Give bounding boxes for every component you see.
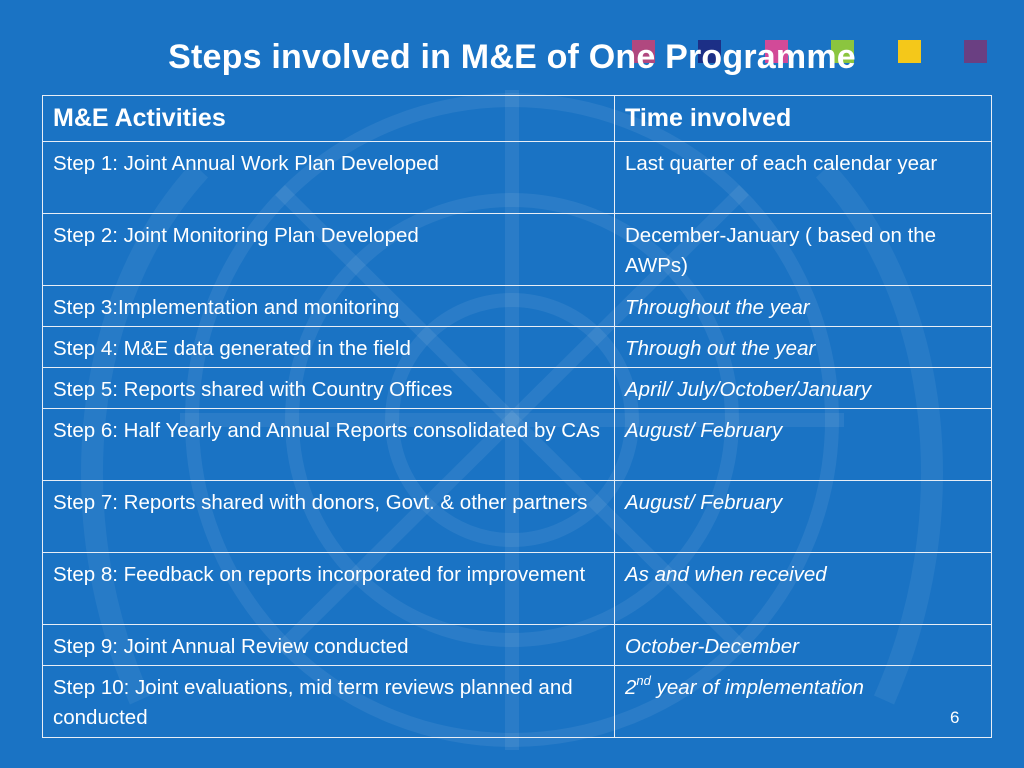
table-row <box>43 625 992 666</box>
time-cell <box>615 666 992 738</box>
header-time-involved: Time involved <box>615 96 992 142</box>
table-row <box>43 481 992 553</box>
header-activities: M&E Activities <box>43 96 615 142</box>
activity-cell: Step 1: Joint Annual Work Plan Developed <box>43 142 615 214</box>
table-row <box>43 666 992 738</box>
time-cell: Through out the year <box>615 327 992 368</box>
activity-cell: Step 3:Implementation and monitoring <box>43 286 615 327</box>
time-cell: December-January ( based on the AWPs) <box>615 214 992 286</box>
time-text: year of implementation <box>650 676 864 699</box>
page-number: 6 <box>950 708 960 727</box>
table-row <box>43 286 992 327</box>
activity-cell: Step 2: Joint Monitoring Plan Developed <box>43 214 615 286</box>
table-row <box>43 214 992 286</box>
time-ordinal-suffix: nd <box>636 673 651 688</box>
table-row <box>43 409 992 481</box>
time-cell: October-December <box>615 625 992 666</box>
activity-cell: Step 6: Half Yearly and Annual Reports consolidated by CAs <box>43 409 615 481</box>
activity-cell: Step 7: Reports shared with donors, Govt. & other partners <box>43 481 615 553</box>
table-header-row <box>43 96 992 142</box>
time-cell: April/ July/October/January <box>615 368 992 409</box>
time-cell: August/ February <box>615 409 992 481</box>
table-row <box>43 553 992 625</box>
activity-cell: Step 10: Joint evaluations, mid term reviews planned and conducted <box>43 666 615 738</box>
table-row <box>43 327 992 368</box>
activity-cell: Step 5: Reports shared with Country Offices <box>43 368 615 409</box>
time-ordinal-number: 2 <box>625 676 637 699</box>
activity-cell: Step 9: Joint Annual Review conducted <box>43 625 615 666</box>
time-cell: As and when received <box>615 553 992 625</box>
slide-title: Steps involved in M&E of One Programme <box>168 38 856 76</box>
table-row <box>43 368 992 409</box>
time-cell: August/ February <box>615 481 992 553</box>
time-cell: Last quarter of each calendar year <box>615 142 992 214</box>
activity-cell: Step 8: Feedback on reports incorporated for improvement <box>43 553 615 625</box>
time-cell: Throughout the year <box>615 286 992 327</box>
activity-cell: Step 4: M&E data generated in the field <box>43 327 615 368</box>
table-row <box>43 142 992 214</box>
me-steps-table <box>42 95 992 738</box>
